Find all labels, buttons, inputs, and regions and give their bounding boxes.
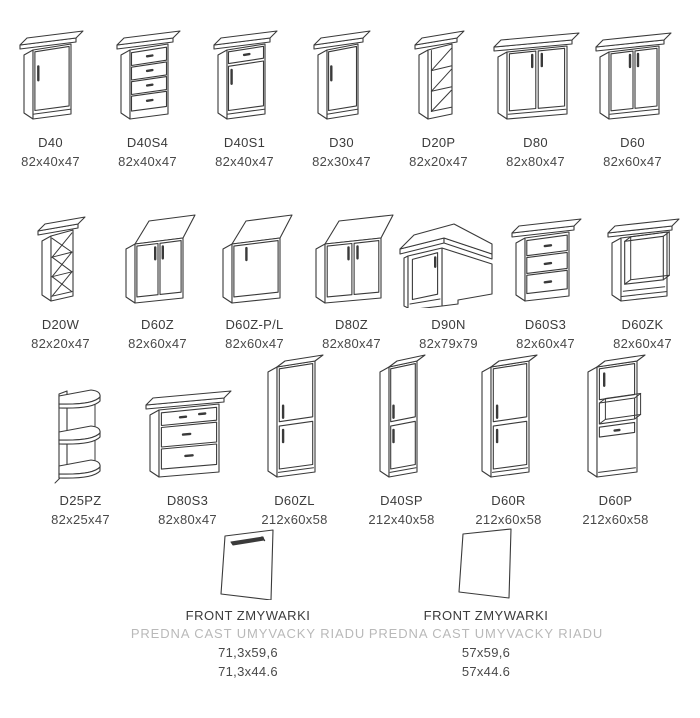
cabinet-code: D80Z: [335, 317, 368, 332]
cabinet-card-D60Z-P/L: [206, 206, 303, 352]
cabinet-card-D30: [293, 18, 390, 170]
dishwasher-front-drawing: [213, 526, 283, 600]
cabinet-dimensions: 82x40x47: [21, 154, 80, 169]
cabinet-dimensions: 82x60x47: [225, 336, 284, 351]
dishwasher-front-row: [0, 526, 700, 680]
panel-title: FRONT ZMYWARKI: [185, 608, 311, 623]
cabinet-code: D25PZ: [59, 493, 102, 508]
cabinet-line-drawing: [113, 20, 183, 126]
cabinet-line-drawing: [215, 208, 295, 308]
cabinet-dimensions: 212x60x58: [582, 512, 649, 527]
dishwasher-front-card: [368, 526, 604, 680]
dishwasher-front-drawing: [451, 526, 521, 600]
cabinet-card-D25PZ: [27, 346, 134, 528]
cabinet-card-D60Z: [109, 206, 206, 352]
panel-dimensions-1: 57x59,6: [461, 645, 511, 660]
cabinet-code: D30: [329, 135, 354, 150]
cabinet-dimensions: 82x80x47: [506, 154, 565, 169]
cabinet-dimensions: 82x30x47: [312, 154, 371, 169]
panel-dimensions-2: 57x44.6: [461, 664, 511, 679]
cabinet-code: D80: [523, 135, 548, 150]
cabinet-drawing-D20P: [411, 18, 467, 126]
cabinet-line-drawing: [592, 22, 674, 126]
cabinet-code: D60ZK: [621, 317, 664, 332]
cabinet-code: D60Z-P/L: [225, 317, 284, 332]
cabinet-dimensions: 82x20x47: [31, 336, 90, 351]
cabinet-drawing-D40: [16, 18, 86, 126]
cabinet-code: D20P: [421, 135, 456, 150]
cabinet-code: D60P: [598, 493, 633, 508]
cabinet-drawing-D25PZ: [47, 346, 115, 484]
cabinet-drawing-D40S4: [113, 18, 183, 126]
cabinet-drawing-D60: [592, 18, 674, 126]
panel-title: FRONT ZMYWARKI: [423, 608, 549, 623]
cabinet-card-D80: [487, 18, 584, 170]
cabinet-line-drawing: [604, 208, 682, 308]
cabinet-dimensions: 82x80x47: [322, 336, 381, 351]
cabinet-line-drawing: [210, 20, 280, 126]
cabinet-drawing-D80Z: [308, 206, 396, 308]
cabinet-card-D60R: [455, 346, 562, 528]
cabinet-card-D40: [2, 18, 99, 170]
cabinet-line-drawing: [394, 210, 504, 308]
cabinet-card-D40SP: [348, 346, 455, 528]
cabinet-dimensions: 82x25x47: [51, 512, 110, 527]
cabinet-dimensions: 82x79x79: [419, 336, 478, 351]
cabinet-card-D80Z: [303, 206, 400, 352]
cabinet-dimensions: 82x20x47: [409, 154, 468, 169]
cabinet-dimensions: 82x60x47: [603, 154, 662, 169]
cabinet-drawing-D60ZL: [260, 346, 330, 484]
cabinet-dimensions: 82x40x47: [118, 154, 177, 169]
cabinet-line-drawing: [580, 348, 652, 484]
cabinet-code: D40: [38, 135, 63, 150]
cabinet-card-D60: [584, 18, 681, 170]
cabinet-dimensions: 82x60x47: [613, 336, 672, 351]
cabinet-card-D20P: [390, 18, 487, 170]
cabinet-line-drawing: [508, 208, 584, 308]
cabinet-card-D60ZL: [241, 346, 348, 528]
cabinet-dimensions: 82x60x47: [516, 336, 575, 351]
cabinet-card-D40S1: [196, 18, 293, 170]
cabinet-card-D90N: [400, 206, 497, 352]
cabinet-code: D60: [620, 135, 645, 150]
cabinet-drawing-D60ZK: [604, 206, 682, 308]
cabinet-line-drawing: [411, 20, 467, 126]
cabinet-code: D40SP: [380, 493, 423, 508]
catalog-sheet: [0, 18, 700, 718]
cabinet-code: D20W: [41, 317, 80, 332]
cabinet-dimensions: 82x40x47: [215, 154, 274, 169]
cabinet-row-1: [0, 18, 700, 170]
cabinet-line-drawing: [490, 22, 582, 126]
cabinet-code: D60S3: [524, 317, 567, 332]
cabinet-line-drawing: [118, 208, 198, 308]
cabinet-line-drawing: [16, 20, 86, 126]
cabinet-drawing-D60P: [580, 346, 652, 484]
cabinet-card-D60S3: [497, 206, 594, 352]
cabinet-dimensions: 212x40x58: [368, 512, 435, 527]
cabinet-drawing-D80: [490, 18, 582, 126]
cabinet-line-drawing: [47, 380, 115, 484]
dishwasher-front-card: [130, 526, 366, 680]
cabinet-code: D40S4: [126, 135, 169, 150]
cabinet-line-drawing: [34, 206, 88, 308]
cabinet-card-D40S4: [99, 18, 196, 170]
cabinet-line-drawing: [451, 528, 521, 600]
cabinet-drawing-D60Z: [118, 206, 198, 308]
cabinet-card-D60ZK: [594, 206, 691, 352]
cabinet-code: D40S1: [223, 135, 266, 150]
cabinet-card-D80S3: [134, 346, 241, 528]
panel-subtitle: PREDNA CAST UMYVACKY RIADU: [368, 626, 604, 641]
cabinet-code: D90N: [431, 317, 466, 332]
panel-subtitle: PREDNA CAST UMYVACKY RIADU: [130, 626, 366, 641]
cabinet-drawing-D60Z-P/L: [215, 206, 295, 308]
cabinet-code: D60ZL: [274, 493, 315, 508]
cabinet-line-drawing: [213, 528, 283, 600]
cabinet-drawing-D40S1: [210, 18, 280, 126]
cabinet-card-D20W: [12, 206, 109, 352]
cabinet-line-drawing: [474, 348, 544, 484]
cabinet-drawing-D60R: [474, 346, 544, 484]
cabinet-code: D60Z: [141, 317, 174, 332]
cabinet-line-drawing: [308, 208, 396, 308]
cabinet-code: D80S3: [166, 493, 209, 508]
cabinet-code: D60R: [491, 493, 526, 508]
cabinet-drawing-D40SP: [372, 346, 432, 484]
cabinet-drawing-D60S3: [508, 206, 584, 308]
cabinet-drawing-D30: [310, 18, 373, 126]
cabinet-row-2: [0, 206, 700, 352]
cabinet-line-drawing: [142, 380, 234, 484]
cabinet-dimensions: 82x80x47: [158, 512, 217, 527]
cabinet-dimensions: 82x60x47: [128, 336, 187, 351]
cabinet-row-3: [0, 346, 700, 528]
cabinet-line-drawing: [260, 348, 330, 484]
cabinet-line-drawing: [310, 20, 373, 126]
cabinet-dimensions: 212x60x58: [261, 512, 328, 527]
cabinet-line-drawing: [372, 348, 432, 484]
cabinet-card-D60P: [562, 346, 669, 528]
cabinet-drawing-D20W: [34, 206, 88, 308]
cabinet-drawing-D90N: [394, 206, 504, 308]
cabinet-drawing-D80S3: [142, 346, 234, 484]
cabinet-dimensions: 212x60x58: [475, 512, 542, 527]
panel-dimensions-1: 71,3x59,6: [218, 645, 278, 660]
panel-dimensions-2: 71,3x44.6: [218, 664, 278, 679]
